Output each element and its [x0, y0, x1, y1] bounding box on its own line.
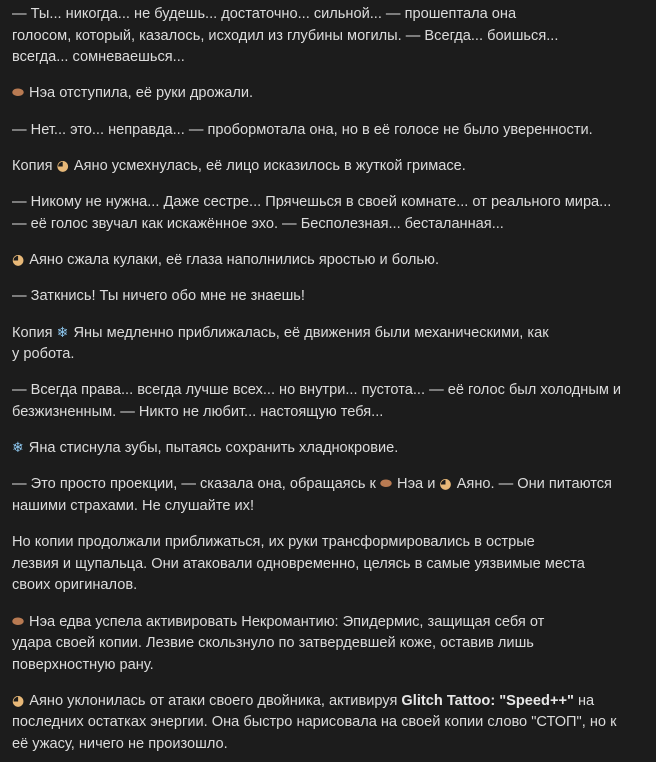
potato-icon: ⬬ [12, 85, 24, 102]
text-line: своих оригиналов. [12, 577, 138, 594]
skill-name: Glitch Tattoo: "Speed++" [401, 692, 574, 709]
text-line: поверхностную рану. [12, 656, 154, 673]
palette-icon: ◕ [12, 692, 25, 709]
paragraph-7 [12, 286, 648, 308]
text-line: голосом, который, казалось, исходил из глубины могилы. — Всегда... боишься... [12, 27, 559, 44]
text-line: у робота. [12, 346, 75, 363]
paragraph-13 [12, 612, 648, 677]
text-fragment: на [577, 692, 595, 709]
text-line: Но копии продолжали приближаться, их руки трансформировались в острые [12, 534, 535, 551]
palette-icon: ◕ [56, 157, 69, 174]
text-line: Яна стиснула зубы, пытаясь сохранить хладнокровие. [28, 440, 399, 457]
paragraph-4 [12, 156, 648, 178]
text-line: — Заткнись! Ты ничего обо мне не знаешь! [12, 288, 305, 305]
text-line: последних остатках энергии. Она быстро нарисовала на своей копии слово "СТОП", но к [12, 714, 617, 731]
potato-icon: ⬬ [12, 613, 24, 630]
paragraph-8 [12, 323, 648, 366]
text-line: Нэа отступила, её руки дрожали. [29, 85, 254, 102]
paragraph-14 [12, 691, 648, 756]
text-line: нашими страхами. Не слушайте их! [12, 497, 255, 514]
text-line: — Нет... это... неправда... — пробормотала она, но в её голосе не было уверенности. [12, 121, 593, 138]
paragraph-6 [12, 250, 648, 272]
text-line: безжизненным. — Никто не любит... настоящую тебя... [12, 403, 384, 420]
palette-icon: ◕ [12, 251, 25, 268]
palette-icon: ◕ [439, 476, 452, 493]
text-line: — Ты... никогда... не будешь... достаточно... сильной... — прошептала она [12, 6, 517, 22]
text-fragment: — Это просто проекции, — сказала она, обращаясь к [12, 476, 376, 493]
paragraph-3 [12, 120, 648, 142]
text-line: — Никому не нужна... Даже сестре... Прячешься в своей комнате... от реального мира... [12, 194, 612, 211]
text-fragment: Аяно. — Они питаются [456, 476, 612, 493]
text-fragment: Аяно усмехнулась, её лицо исказилось в жуткой гримасе. [73, 157, 466, 174]
paragraph-2 [12, 83, 648, 105]
text-fragment: Нэа едва успела активировать Некромантию: Эпидермис, защищая себя от [29, 613, 545, 630]
potato-icon: ⬬ [380, 476, 392, 493]
text-line: Аяно сжала кулаки, её глаза наполнились яростью и болью. [29, 251, 440, 268]
text-line: лезвия и щупальца. Они атаковали одновременно, целясь в самые уязвимые места [12, 555, 585, 572]
text-line: — Всегда права... всегда лучше всех... но внутри... пустота... — её голос был холодным и [12, 382, 622, 399]
snowflake-icon: ❄ [12, 440, 24, 457]
paragraph-9 [12, 380, 648, 423]
story-text [12, 4, 648, 755]
text-line: всегда... сомневаешься... [12, 49, 185, 65]
text-fragment: Аяно уклонилась от атаки своего двойника, активируя [29, 692, 398, 709]
paragraph-12 [12, 532, 648, 597]
paragraph-11 [12, 474, 648, 517]
text-line: её ужасу, ничего не произошло. [12, 735, 228, 752]
text-fragment: Нэа и [397, 476, 436, 493]
paragraph-1 [12, 4, 648, 69]
paragraph-10 [12, 438, 648, 460]
text-fragment: Яны медленно приближалась, её движения были механическими, как [73, 324, 549, 341]
text-line: — её голос звучал как искажённое эхо. — Бесполезная... бесталанная... [12, 215, 504, 232]
snowflake-icon: ❄ [56, 324, 69, 341]
text-line: удара своей копии. Лезвие скользнуло по затвердевшей коже, оставив лишь [12, 635, 534, 652]
paragraph-5 [12, 192, 648, 235]
text-fragment: Копия [12, 324, 53, 341]
text-fragment: Копия [12, 157, 53, 174]
